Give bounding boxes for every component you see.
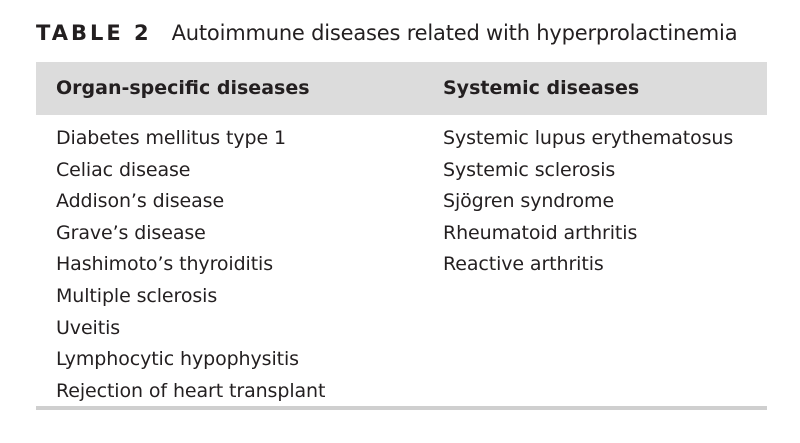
table-cell: Systemic sclerosis bbox=[443, 158, 616, 181]
table-cell: Uveitis bbox=[56, 316, 121, 339]
table-caption bbox=[36, 16, 737, 50]
table-cell: Systemic lupus erythematosus bbox=[443, 127, 734, 149]
table-cell: Diabetes mellitus type 1 bbox=[56, 127, 287, 149]
table-header-row bbox=[36, 62, 767, 115]
organ-specific-column bbox=[56, 123, 325, 407]
disease-table bbox=[36, 62, 767, 410]
table-cell: Rheumatoid arthritis bbox=[443, 221, 638, 244]
table-cell: Multiple sclerosis bbox=[56, 284, 218, 307]
table-cell: Addison’s disease bbox=[56, 190, 225, 213]
column-header-organ-specific: Organ-specific diseases bbox=[56, 77, 310, 99]
table-cell: Grave’s disease bbox=[56, 221, 206, 244]
table-cell: Celiac disease bbox=[56, 158, 191, 181]
systemic-column bbox=[443, 123, 733, 281]
table-cell: Hashimoto’s thyroiditis bbox=[56, 253, 274, 276]
table-cell: Reactive arthritis bbox=[443, 253, 604, 276]
table-title: Autoimmune diseases related with hyperprolactinemia bbox=[171, 21, 738, 45]
table-cell: Rejection of heart transplant bbox=[56, 379, 326, 402]
table-body bbox=[36, 115, 767, 406]
table-label: TABLE 2 bbox=[36, 21, 152, 45]
table-cell: Lymphocytic hypophysitis bbox=[56, 348, 299, 371]
table-cell: Sjögren syndrome bbox=[443, 190, 615, 213]
column-header-systemic: Systemic diseases bbox=[443, 77, 640, 99]
